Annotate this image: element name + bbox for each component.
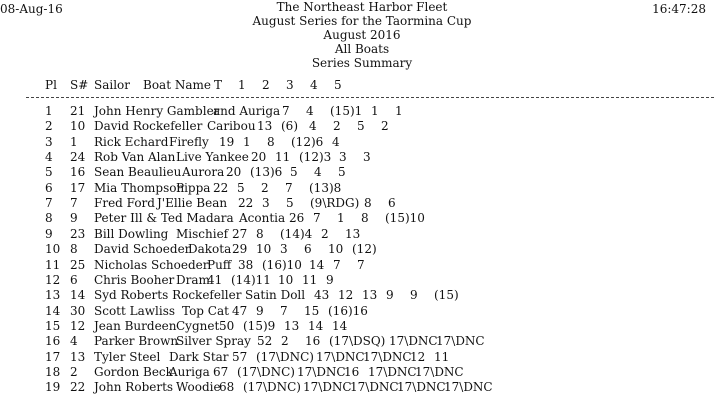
cell-total: 27 — [232, 226, 248, 241]
table-row — [0, 288, 714, 303]
cell-race-2: 3 — [280, 242, 288, 257]
cell-race-2: 17\DNC — [303, 380, 352, 395]
cell-race-1: (17\DNC) — [243, 380, 301, 395]
cell-boat-name: Auriga — [169, 364, 210, 379]
cell-race-1: 12 — [338, 288, 354, 303]
cell-sail-number: 21 — [70, 104, 86, 118]
cell-race-3: 6 — [304, 242, 312, 257]
report-header — [0, 0, 714, 70]
cell-total: 26 — [289, 211, 305, 226]
cell-race-5: 2 — [381, 119, 389, 134]
cell-sailor: Nicholas Schoeder — [94, 257, 209, 272]
cell-total: 7 — [282, 104, 290, 118]
cell-sailor: Rick Echard — [94, 134, 169, 149]
summary-title: Series Summary — [311, 56, 413, 70]
cell-total: 22 — [238, 196, 254, 211]
cell-race-2: (15)1 — [330, 104, 363, 118]
cell-place: 9 — [45, 226, 53, 241]
cell-total: 57 — [232, 349, 248, 364]
cell-total: 41 — [207, 272, 223, 287]
cell-race-4: 17\DNC — [389, 334, 438, 349]
cell-race-1: (15)9 — [243, 318, 276, 333]
header-separator — [26, 97, 714, 98]
cell-boat-name: Mischief — [176, 226, 229, 241]
table-row — [0, 334, 714, 349]
cell-sailor: Parker Brown — [94, 334, 179, 349]
cell-place: 1 — [45, 104, 53, 118]
cell-race-4: 17\DNC — [368, 364, 417, 379]
cell-sail-number: 24 — [70, 150, 86, 165]
table-row — [0, 273, 714, 288]
col-boat-header: Boat Name — [143, 78, 211, 92]
cell-sailor: Gordon Beck — [94, 364, 173, 379]
cell-race-3: 15 — [304, 303, 320, 318]
cell-race-4: 17\DNC — [397, 380, 446, 395]
cell-race-3: 17\DNC — [363, 349, 412, 364]
cell-race-3: 17\DNC — [350, 380, 399, 395]
cell-sailor: Chris Booher — [94, 272, 175, 287]
cell-race-5: 17\DNC — [415, 364, 464, 379]
cell-sail-number: 14 — [70, 288, 86, 303]
table-row — [0, 165, 714, 180]
col-total-header: T — [214, 78, 223, 92]
cell-race-1: 2 — [281, 334, 289, 349]
cell-race-4: (16)16 — [328, 303, 368, 318]
col-race-2-header: 2 — [262, 78, 270, 92]
cell-race-2: 17\DNC — [297, 364, 346, 379]
series-name: August Series for the Taormina Cup — [252, 14, 472, 28]
cell-sailor: Sean Beaulieu — [94, 165, 182, 180]
cell-place: 7 — [45, 196, 53, 211]
cell-total: 20 — [226, 165, 242, 180]
cell-race-2: 5 — [290, 165, 298, 180]
table-row — [0, 258, 714, 273]
cell-sail-number: 13 — [70, 349, 86, 364]
cell-boat-name: Pippa — [176, 180, 211, 195]
report-time: 16:47:28 — [652, 2, 706, 16]
table-row — [0, 242, 714, 257]
table-row — [0, 227, 714, 242]
cell-race-2: 4 — [309, 119, 317, 134]
cell-boat-name: Woodie — [176, 380, 221, 395]
cell-race-1: (16)10 — [262, 257, 302, 272]
cell-race-3: 4 — [314, 165, 322, 180]
cell-race-1: (6) — [281, 119, 298, 134]
cell-race-2: 10 — [278, 272, 294, 287]
col-race-1-header: 1 — [238, 78, 246, 92]
cell-boat-name: Satin Doll — [245, 288, 306, 303]
cell-race-4: 12 — [410, 349, 426, 364]
cell-sail-number: 22 — [70, 380, 86, 395]
cell-total: 29 — [232, 242, 248, 257]
cell-race-2: 2 — [261, 180, 269, 195]
cell-place: 10 — [45, 242, 61, 257]
cell-race-4: 4 — [332, 134, 340, 149]
cell-boat-name: J'Ellie Bean — [157, 196, 228, 211]
cell-race-4: 1 — [395, 104, 403, 118]
cell-sailor: John Roberts — [94, 380, 174, 395]
cell-race-1: (17\DNC) — [237, 364, 295, 379]
cell-race-4: 10 — [328, 242, 344, 257]
cell-race-1: 8 — [256, 226, 264, 241]
cell-sail-number: 2 — [70, 364, 78, 379]
cell-place: 12 — [45, 272, 61, 287]
cell-sail-number: 25 — [70, 257, 86, 272]
cell-race-2: 13 — [284, 318, 300, 333]
cell-sailor: David Rockefeller — [94, 119, 203, 134]
table-row — [0, 365, 714, 380]
col-race-3-header: 3 — [286, 78, 294, 92]
cell-sailor: John Henry Gambler — [94, 104, 220, 118]
cell-place: 19 — [45, 380, 61, 395]
cell-race-3: 11 — [302, 272, 318, 287]
series-period: August 2016 — [323, 28, 401, 42]
col-pl-header: Pl — [45, 78, 57, 92]
table-row — [0, 211, 714, 226]
cell-race-1: (13)6 — [250, 165, 283, 180]
cell-race-2: 1 — [337, 211, 345, 226]
report-date: 08-Aug-16 — [0, 2, 63, 16]
cell-sailor: Peter Ill & Ted Madara — [94, 211, 234, 226]
col-race-4-header: 4 — [310, 78, 318, 92]
cell-race-2: 13 — [362, 288, 378, 303]
cell-place: 15 — [45, 318, 61, 333]
cell-race-3: (9\RDG) — [310, 196, 360, 211]
cell-total: 22 — [213, 180, 229, 195]
cell-sail-number: 10 — [70, 119, 86, 134]
cell-place: 3 — [45, 134, 53, 149]
cell-sail-number: 6 — [70, 272, 78, 287]
cell-race-1: 5 — [237, 180, 245, 195]
cell-boat-name: Dark Star — [169, 349, 229, 364]
cell-boat-name: Caribou — [207, 119, 256, 134]
cell-place: 11 — [45, 257, 61, 272]
cell-race-3: 2 — [321, 226, 329, 241]
cell-sailor: Mia Thompson — [94, 180, 185, 195]
cell-place: 14 — [45, 303, 61, 318]
table-row — [0, 319, 714, 334]
division-name: All Boats — [334, 42, 390, 56]
cell-boat-name: and Auriga — [213, 104, 281, 118]
cell-sailor: Jean Burdeen — [94, 318, 177, 333]
cell-sailor: Bill Dowling — [94, 226, 169, 241]
cell-race-4: (13)8 — [309, 180, 342, 195]
cell-place: 13 — [45, 288, 61, 303]
cell-race-1: 1 — [243, 134, 251, 149]
cell-race-4: (15)10 — [385, 211, 425, 226]
cell-place: 6 — [45, 180, 53, 195]
cell-sail-number: 8 — [70, 242, 78, 257]
cell-race-3: 16 — [344, 364, 360, 379]
cell-race-5: (15) — [434, 288, 459, 303]
cell-place: 8 — [45, 211, 53, 226]
cell-race-4: 9 — [410, 288, 418, 303]
cell-total: 47 — [232, 303, 248, 318]
cell-race-1: 11 — [275, 150, 291, 165]
cell-race-4: 8 — [364, 196, 372, 211]
cell-race-1: 9 — [256, 303, 264, 318]
cell-total: 67 — [213, 364, 229, 379]
cell-place: 16 — [45, 334, 61, 349]
cell-race-1: 4 — [306, 104, 314, 118]
cell-race-5: 11 — [434, 349, 450, 364]
cell-race-1: (14)11 — [231, 272, 271, 287]
cell-sailor: Syd Roberts Rockefeller — [94, 288, 242, 303]
cell-race-3: 1 — [371, 104, 379, 118]
col-sailor-header: Sailor — [94, 78, 131, 92]
table-row — [0, 150, 714, 165]
table-row — [0, 135, 714, 150]
col-race-5-header: 5 — [334, 78, 342, 92]
cell-place: 17 — [45, 349, 61, 364]
table-row — [0, 350, 714, 365]
cell-race-2: 16 — [305, 334, 321, 349]
cell-race-3: 8 — [361, 211, 369, 226]
cell-sailor: Rob Van Alan — [94, 150, 176, 165]
cell-sailor: Tyler Steel — [94, 349, 161, 364]
cell-race-1: 10 — [256, 242, 272, 257]
table-row — [0, 304, 714, 319]
cell-sail-number: 17 — [70, 180, 86, 195]
cell-race-4: 5 — [357, 119, 365, 134]
cell-sail-number: 1 — [70, 134, 78, 149]
cell-race-4: 13 — [345, 226, 361, 241]
cell-race-3: 7 — [333, 257, 341, 272]
cell-race-4: 7 — [357, 257, 365, 272]
table-row — [0, 119, 714, 134]
cell-place: 2 — [45, 119, 53, 134]
cell-race-5: 17\DNC — [436, 334, 485, 349]
cell-total: 68 — [219, 380, 235, 395]
cell-race-2: (14)4 — [280, 226, 313, 241]
cell-total: 19 — [219, 134, 235, 149]
cell-total: 52 — [257, 334, 273, 349]
table-row — [0, 181, 714, 196]
cell-total: 38 — [238, 257, 254, 272]
cell-sailor: Scott Lawliss — [94, 303, 176, 318]
table-row — [0, 380, 714, 395]
cell-race-5: (12) — [352, 242, 377, 257]
cell-race-3: 7 — [285, 180, 293, 195]
cell-sail-number: 16 — [70, 165, 86, 180]
cell-race-4: 14 — [332, 318, 348, 333]
cell-boat-name: Firefly — [169, 134, 209, 149]
cell-place: 18 — [45, 364, 61, 379]
cell-sail-number: 12 — [70, 318, 86, 333]
cell-race-1: 7 — [313, 211, 321, 226]
table-row — [0, 104, 714, 119]
cell-sail-number: 23 — [70, 226, 86, 241]
cell-race-5: 17\DNC — [444, 380, 493, 395]
cell-boat-name: Cygnet — [176, 318, 220, 333]
cell-place: 5 — [45, 165, 53, 180]
cell-boat-name: Dram — [176, 272, 210, 287]
cell-total: 13 — [257, 119, 273, 134]
cell-sailor: Fred Ford — [94, 196, 155, 211]
cell-sail-number: 30 — [70, 303, 86, 318]
cell-race-2: 7 — [280, 303, 288, 318]
cell-race-3: (17\DSQ) — [329, 334, 386, 349]
cell-race-5: 6 — [388, 196, 396, 211]
club-name: The Northeast Harbor Fleet — [276, 0, 448, 14]
cell-race-2: 14 — [309, 257, 325, 272]
cell-sailor: David Schoeder — [94, 242, 191, 257]
cell-race-3: (12)6 — [291, 134, 324, 149]
cell-sail-number: 4 — [70, 334, 78, 349]
cell-boat-name: Silver Spray — [176, 334, 251, 349]
cell-race-2: (12)3 — [299, 150, 332, 165]
cell-race-1: 3 — [262, 196, 270, 211]
cell-boat-name: Puff — [207, 257, 232, 272]
cell-boat-name: Top Cat — [182, 303, 229, 318]
cell-race-3: 14 — [308, 318, 324, 333]
cell-race-3: 3 — [339, 150, 347, 165]
cell-race-3: 9 — [386, 288, 394, 303]
cell-boat-name: Acontia — [239, 211, 286, 226]
cell-race-2: 5 — [286, 196, 294, 211]
cell-total: 20 — [251, 150, 267, 165]
cell-race-4: 5 — [338, 165, 346, 180]
table-row — [0, 196, 714, 211]
cell-total: 43 — [314, 288, 330, 303]
cell-race-2: 8 — [267, 134, 275, 149]
cell-race-4: 9 — [326, 272, 334, 287]
cell-place: 4 — [45, 150, 53, 165]
col-sail-header: S# — [70, 78, 89, 92]
cell-boat-name: Live Yankee — [176, 150, 249, 165]
cell-boat-name: Aurora — [182, 165, 225, 180]
cell-sail-number: 9 — [70, 211, 78, 226]
cell-race-4: 3 — [363, 150, 371, 165]
cell-boat-name: Dakota — [188, 242, 232, 257]
cell-sail-number: 7 — [70, 196, 78, 211]
cell-race-1: (17\DNC) — [256, 349, 314, 364]
cell-total: 50 — [219, 318, 235, 333]
cell-race-3: 2 — [333, 119, 341, 134]
cell-race-2: 17\DNC — [316, 349, 365, 364]
